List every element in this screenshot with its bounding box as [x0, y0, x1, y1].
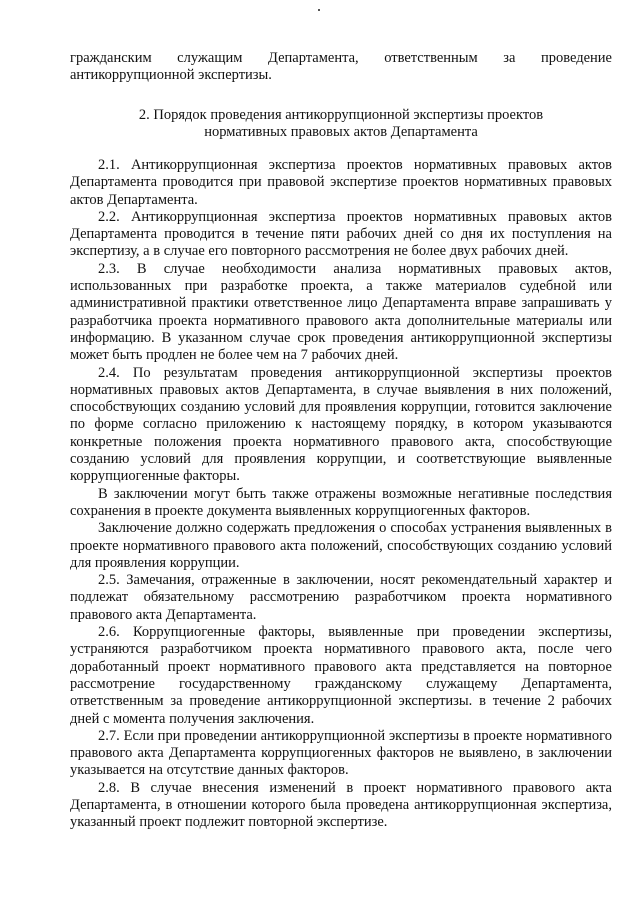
paragraph-2-8: 2.8. В случае внесения изменений в проект нормативного правового акта Департамента, в отношении которого была проведена антикоррупционная экспертиза, указанный проект подлежит повторной экспертизе. [70, 779, 612, 831]
paragraph-2-7: 2.7. Если при проведении антикоррупционной экспертизы в проекте нормативного правового акта Департамента коррупциогенных факторов не выявлено, в заключении указывается на отсутствие данных факторов. [70, 727, 612, 779]
paragraph-2-3: 2.3. В случае необходимости анализа нормативных правовых актов, использованных при разработке проекта, а также материалов судебной или административной практики ответственное лицо Департамента вправе запрашивать у разработчика проекта нормативного правового акта дополнительные материалы или информацию. В указанном случае срок проведения антикоррупционной экспертизы может быть продлен не более чем на 7 рабочих дней. [70, 260, 612, 364]
paragraph-consequences: В заключении могут быть также отражены возможные негативные последствия сохранения в проекте документа выявленных коррупциогенных факторов. [70, 485, 612, 519]
paragraph-2-1: 2.1. Антикоррупционная экспертиза проектов нормативных правовых актов Департамента проводится при правовой экспертизе проектов нормативных правовых актов Департамента. [70, 157, 612, 208]
paragraph-2-2: 2.2. Антикоррупционная экспертиза проектов нормативных правовых актов Департамента проводится в течение пяти рабочих дней со дня их поступления на экспертизу, а в случае его повторного рассмотрения не более двух рабочих дней. [70, 208, 612, 260]
section-body [70, 157, 612, 832]
paragraph-2-4: 2.4. По результатам проведения антикоррупционной экспертизы проектов нормативных правовых актов Департамента, в случае выявления в них положений, способствующих созданию условий для проявления коррупции, готовится заключение по форме согласно приложению к настоящему порядку, в котором указываются конкретные положения проекта нормативного правового акта, способствующие созданию условий для проявления коррупции, и соответствующие выявленные коррупциогенные факторы. [70, 364, 612, 485]
scan-dot [318, 9, 320, 11]
paragraph-2-6: 2.6. Коррупциогенные факторы, выявленные при проведении экспертизы, устраняются разработчиком проекта нормативного правового акта, после чего доработанный проект нормативного правового акта представляется на повторное рассмотрение государственному гражданскому служащему Департамента, ответственным за проведение антикоррупционной экспертизы. в течение 2 рабочих дней с момента получения заключения. [70, 624, 612, 727]
intro-paragraph: гражданским служащим Департамента, ответственным за проведение антикоррупционной экспертизы. [70, 50, 612, 83]
paragraph-2-5: 2.5. Замечания, отраженные в заключении, носят рекомендательный характер и подлежат обязательному рассмотрению разработчиком проекта нормативного правового акта Департамента. [70, 572, 612, 623]
section-heading [70, 107, 612, 141]
section-heading-line: 2. Порядок проведения антикоррупционной экспертизы проектов [138, 107, 544, 123]
section-heading-line: нормативных правовых актов Департамента [204, 124, 478, 140]
paragraph-proposals: Заключение должно содержать предложения о способах устранения выявленных в проекте нормативного правового акта положений, способствующих созданию условий для проявления коррупции. [70, 520, 612, 571]
